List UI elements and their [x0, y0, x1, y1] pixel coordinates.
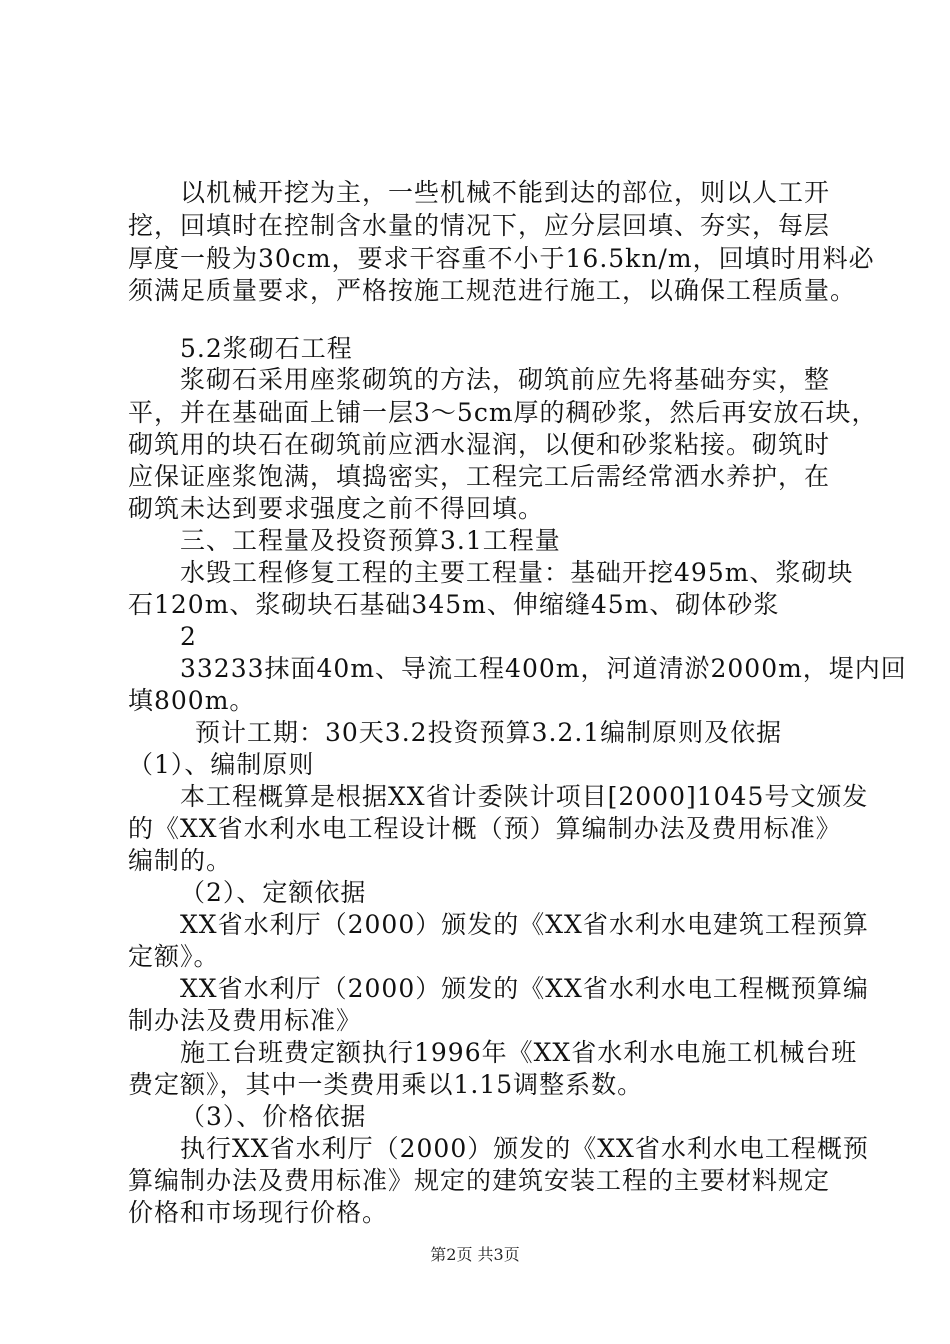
section-heading: 三、工程量及投资预算3.1工程量	[180, 526, 561, 555]
paragraph-line: 石120m、浆砌块石基础345m、伸缩缝45m、砌体砂浆	[128, 590, 780, 619]
paragraph-line: 费定额》，其中一类费用乘以1.15调整系数。	[128, 1070, 644, 1099]
paragraph-line: 施工台班费定额执行1996年《XX省水利水电施工机械台班	[180, 1038, 858, 1067]
paragraph-line: 算编制办法及费用标准》规定的建筑安装工程的主要材料规定	[128, 1166, 831, 1195]
paragraph-line: 平，并在基础面上铺一层3～5cm厚的稠砂浆，然后再安放石块，	[128, 398, 878, 427]
paragraph-line: 挖，回填时在控制含水量的情况下，应分层回填、夯实，每层	[128, 211, 831, 240]
superscript-fragment: 2	[180, 622, 197, 651]
paragraph-line: XX省水利厅（2000）颁发的《XX省水利水电工程概预算编	[180, 974, 869, 1003]
paragraph-line: 33233抹面40m、导流工程400m，河道清淤2000m，堤内回	[180, 654, 907, 683]
paragraph-line: 填800m。	[128, 686, 256, 715]
section-heading: 5.2浆砌石工程	[180, 334, 353, 363]
paragraph-line: 以机械开挖为主，一些机械不能到达的部位，则以人工开	[180, 178, 831, 207]
page-footer: 第2页 共3页	[430, 1245, 520, 1264]
subsection-heading: （3）、价格依据	[180, 1102, 367, 1131]
paragraph-line: 预计工期：30天3.2投资预算3.2.1编制原则及依据	[195, 718, 783, 747]
paragraph-line: 制办法及费用标准》	[128, 1006, 363, 1035]
paragraph-line: 水毁工程修复工程的主要工程量：基础开挖495m、浆砌块	[180, 558, 854, 587]
paragraph-line: 价格和市场现行价格。	[128, 1198, 389, 1227]
paragraph-line: 须满足质量要求，严格按施工规范进行施工，以确保工程质量。	[128, 276, 857, 305]
paragraph-line: 浆砌石采用座浆砌筑的方法，砌筑前应先将基础夯实，整	[180, 365, 831, 394]
paragraph-line: 定额》。	[128, 942, 220, 971]
paragraph-line: 砌筑用的块石在砌筑前应洒水湿润，以便和砂浆粘接。砌筑时	[128, 430, 831, 459]
paragraph-line: XX省水利厅（2000）颁发的《XX省水利水电建筑工程预算	[180, 910, 869, 939]
subsection-heading: （2）、定额依据	[180, 878, 367, 907]
paragraph-line: 执行XX省水利厅（2000）颁发的《XX省水利水电工程概预	[180, 1134, 869, 1163]
subsection-heading: （1）、编制原则	[128, 750, 315, 779]
paragraph-line: 砌筑未达到要求强度之前不得回填。	[128, 494, 545, 523]
paragraph-line: 本工程概算是根据XX省计委陕计项目[2000]1045号文颁发	[180, 782, 869, 811]
paragraph-line: 的《XX省水利水电工程设计概（预）算编制办法及费用标准》	[128, 814, 842, 843]
paragraph-line: 厚度一般为30cm，要求干容重不小于16.5kn/m，回填时用料必	[128, 244, 875, 273]
paragraph-line: 应保证座浆饱满，填捣密实，工程完工后需经常洒水养护，在	[128, 462, 831, 491]
paragraph-line: 编制的。	[128, 846, 233, 875]
